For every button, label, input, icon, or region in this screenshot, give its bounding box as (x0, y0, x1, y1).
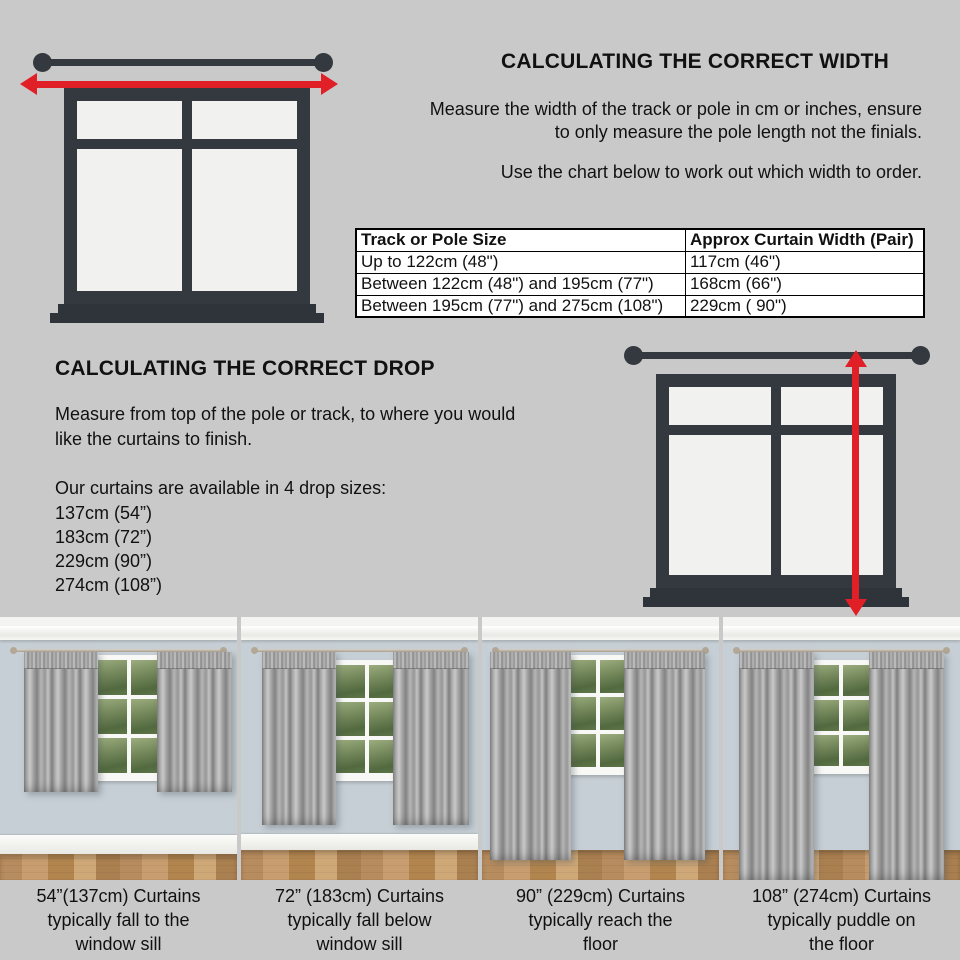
drop-size-item: 274cm (108”) (55, 575, 163, 595)
drop-size-item: 183cm (72”) (55, 527, 153, 547)
caption-line: 72” (183cm) Curtains (274, 886, 445, 906)
table-header-row (356, 229, 924, 251)
window-graphic (64, 88, 310, 304)
arrow-shaft (37, 81, 321, 88)
wood-floor (241, 850, 478, 880)
drop-size-item: 137cm (54”) (55, 503, 153, 523)
table-cell: Up to 122cm (48") (356, 251, 685, 273)
curtain-left (490, 652, 571, 860)
crown-molding (0, 626, 237, 640)
window-sill-base-graphic (643, 597, 909, 607)
baseboard (241, 834, 478, 850)
pole-finial-left-icon (624, 346, 643, 365)
crown-molding (482, 626, 719, 640)
pole-finial-right-icon (314, 53, 333, 72)
table-cell: 117cm (46") (685, 251, 924, 273)
crown-molding (241, 626, 478, 640)
photo-caption-54in (0, 884, 237, 956)
photo-finial-right (943, 647, 950, 654)
curtain-photo-108in (723, 617, 960, 880)
drop-intro-line1: Measure from top of the pole or track, to where you would (55, 404, 516, 424)
drop-intro-line2: like the curtains to finish. (55, 429, 253, 449)
curtain-left (24, 652, 98, 792)
photo-caption-72in (241, 884, 478, 956)
window-panes (77, 101, 297, 291)
drop-size-list (55, 501, 162, 597)
photo-caption-108in (723, 884, 960, 956)
window-sill-base-graphic (50, 313, 324, 323)
caption-line: 90” (229cm) Curtains (515, 886, 686, 906)
crown-molding (723, 626, 960, 640)
photo-finial-left (251, 647, 258, 654)
curtain-photo-72in (241, 617, 478, 880)
width-intro-text (345, 98, 922, 144)
table-header-pole-size: Track or Pole Size (356, 229, 685, 251)
arrow-left-tip (20, 73, 37, 95)
curtain-right (157, 652, 232, 792)
curtain-photo-90in (482, 617, 719, 880)
curtain-pole-graphic (45, 59, 322, 66)
window-sill-graphic (58, 304, 316, 313)
arrow-right-tip (321, 73, 338, 95)
width-chart-note: Use the chart below to work out which width to order. (500, 162, 922, 182)
caption-line: window sill (75, 934, 162, 954)
photo-caption-90in (482, 884, 719, 956)
baseboard (0, 835, 237, 854)
table-cell: 168cm (66") (685, 273, 924, 295)
drop-measure-arrow-icon (844, 350, 867, 616)
curtain-right (624, 652, 705, 860)
arrow-up-tip (845, 350, 867, 367)
drop-section-title: CALCULATING THE CORRECT DROP (55, 357, 435, 380)
width-section-title: CALCULATING THE CORRECT WIDTH (500, 50, 890, 73)
table-row (356, 251, 924, 273)
pole-finial-left-icon (33, 53, 52, 72)
caption-line: typically fall below (287, 910, 432, 930)
table-row (356, 273, 924, 295)
ceiling (723, 617, 960, 626)
wood-floor (0, 854, 237, 880)
curtain-left (262, 652, 336, 825)
arrow-shaft (852, 367, 859, 599)
caption-line: typically fall to the (47, 910, 190, 930)
caption-line: 54”(137cm) Curtains (36, 886, 201, 906)
curtain-pole-graphic (634, 352, 916, 359)
arrow-down-tip (845, 599, 867, 616)
ceiling (241, 617, 478, 626)
table-row (356, 295, 924, 317)
table-cell: 229cm ( 90") (685, 295, 924, 317)
ceiling (0, 617, 237, 626)
table-header-curtain-width: Approx Curtain Width (Pair) (685, 229, 924, 251)
width-intro-line1: Measure the width of the track or pole in cm or inches, ensure (429, 99, 922, 119)
caption-line: typically puddle on (767, 910, 916, 930)
caption-line: typically reach the (528, 910, 673, 930)
curtain-photo-54in (0, 617, 237, 880)
drop-intro-text (55, 402, 600, 452)
curtain-right (869, 652, 944, 880)
caption-line: 108” (274cm) Curtains (751, 886, 932, 906)
photo-finial-left (10, 647, 17, 654)
size-chart-table (355, 228, 925, 318)
curtain-left (739, 652, 814, 880)
ceiling (482, 617, 719, 626)
pole-finial-right-icon (911, 346, 930, 365)
photo-window (805, 660, 877, 774)
caption-line: the floor (808, 934, 875, 954)
caption-line: window sill (316, 934, 403, 954)
curtain-right (393, 652, 469, 825)
caption-line: floor (582, 934, 618, 954)
drop-size-item: 229cm (90”) (55, 551, 153, 571)
drop-sizes-intro: Our curtains are available in 4 drop sizes: (55, 478, 387, 498)
table-cell: Between 195cm (77") and 275cm (108") (356, 295, 685, 317)
table-cell: Between 122cm (48") and 195cm (77") (356, 273, 685, 295)
width-intro-line2: to only measure the pole length not the finials. (554, 122, 922, 142)
